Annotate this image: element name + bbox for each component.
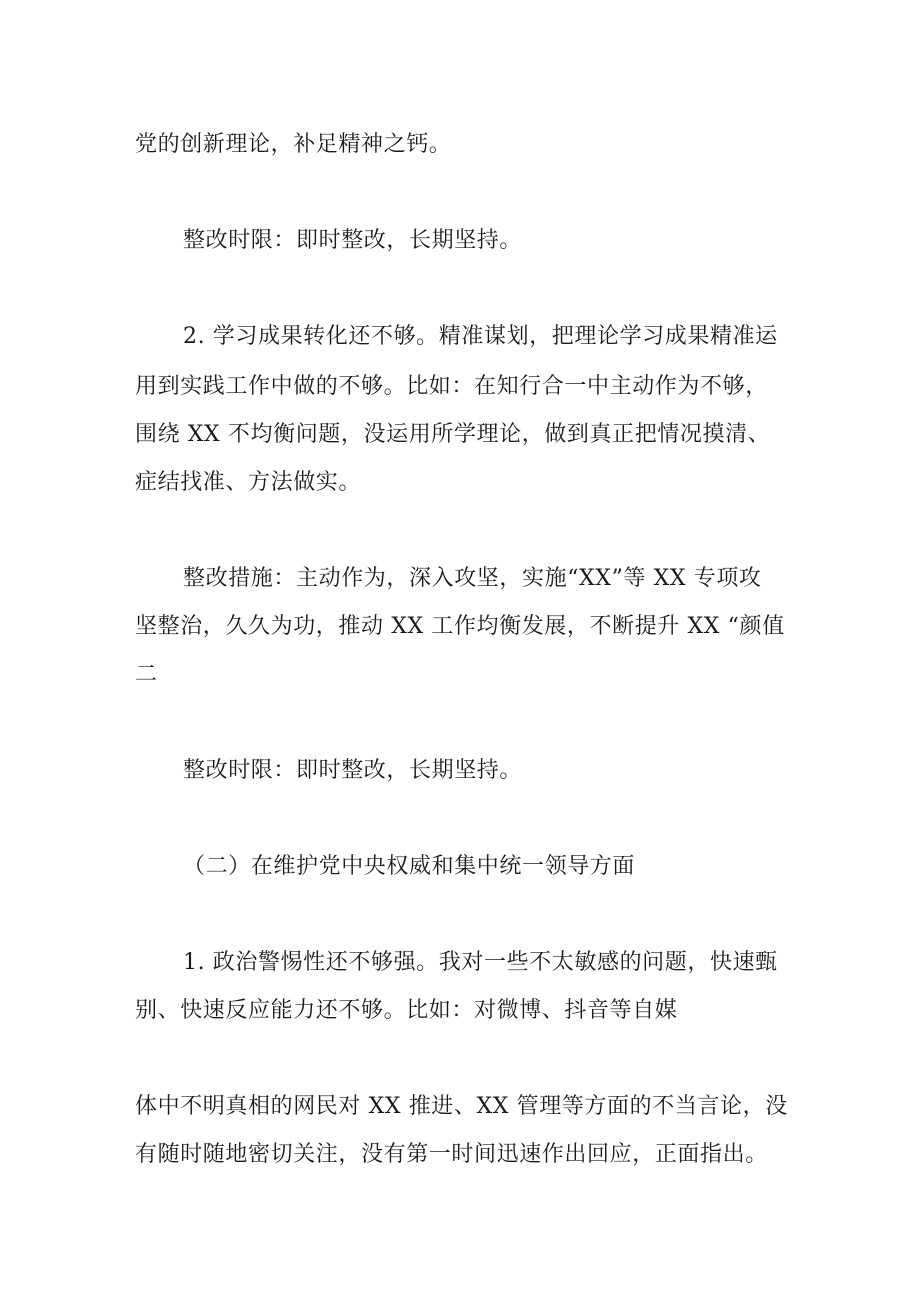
- paragraph-line: 体中不明真相的网民对 XX 推进、XX 管理等方面的不当言论，没: [135, 1094, 788, 1119]
- rectification-measures: 整改措施：主动作为，深入攻坚，实施“XX”等 XX 专项攻: [183, 566, 762, 591]
- rectification-deadline-1: 整改时限：即时整改，长期坚持。: [183, 228, 523, 253]
- paragraph-line: 2. 学习成果转化还不够。精准谋划，把理论学习成果精准运: [183, 324, 778, 349]
- paragraph-line: 坚整治，久久为功，推动 XX 工作均衡发展，不断提升 XX “颜值: [135, 614, 785, 639]
- paragraph-line: 党的创新理论，补足精神之钙。: [135, 132, 452, 157]
- section-heading: （二）在维护党中央权威和集中统一领导方面: [183, 854, 636, 879]
- paragraph-line: 二: [135, 662, 158, 687]
- paragraph-line: 有随时随地密切关注，没有第一时间迅速作出回应，正面指出。: [135, 1142, 768, 1167]
- paragraph-line: 围绕 XX 不均衡问题，没运用所学理论，做到真正把情况摸清、: [135, 422, 771, 447]
- paragraph-line: 用到实践工作中做的不够。比如：在知行合一中主动作为不够，: [135, 374, 768, 399]
- paragraph-line: 症结找准、方法做实。: [135, 470, 362, 495]
- paragraph-line: 别、快速反应能力还不够。比如：对微博、抖音等自媒: [135, 998, 678, 1023]
- paragraph-line: 1. 政治警惕性还不够强。我对一些不太敏感的问题，快速甄: [183, 950, 778, 975]
- rectification-deadline-2: 整改时限：即时整改，长期坚持。: [183, 758, 523, 783]
